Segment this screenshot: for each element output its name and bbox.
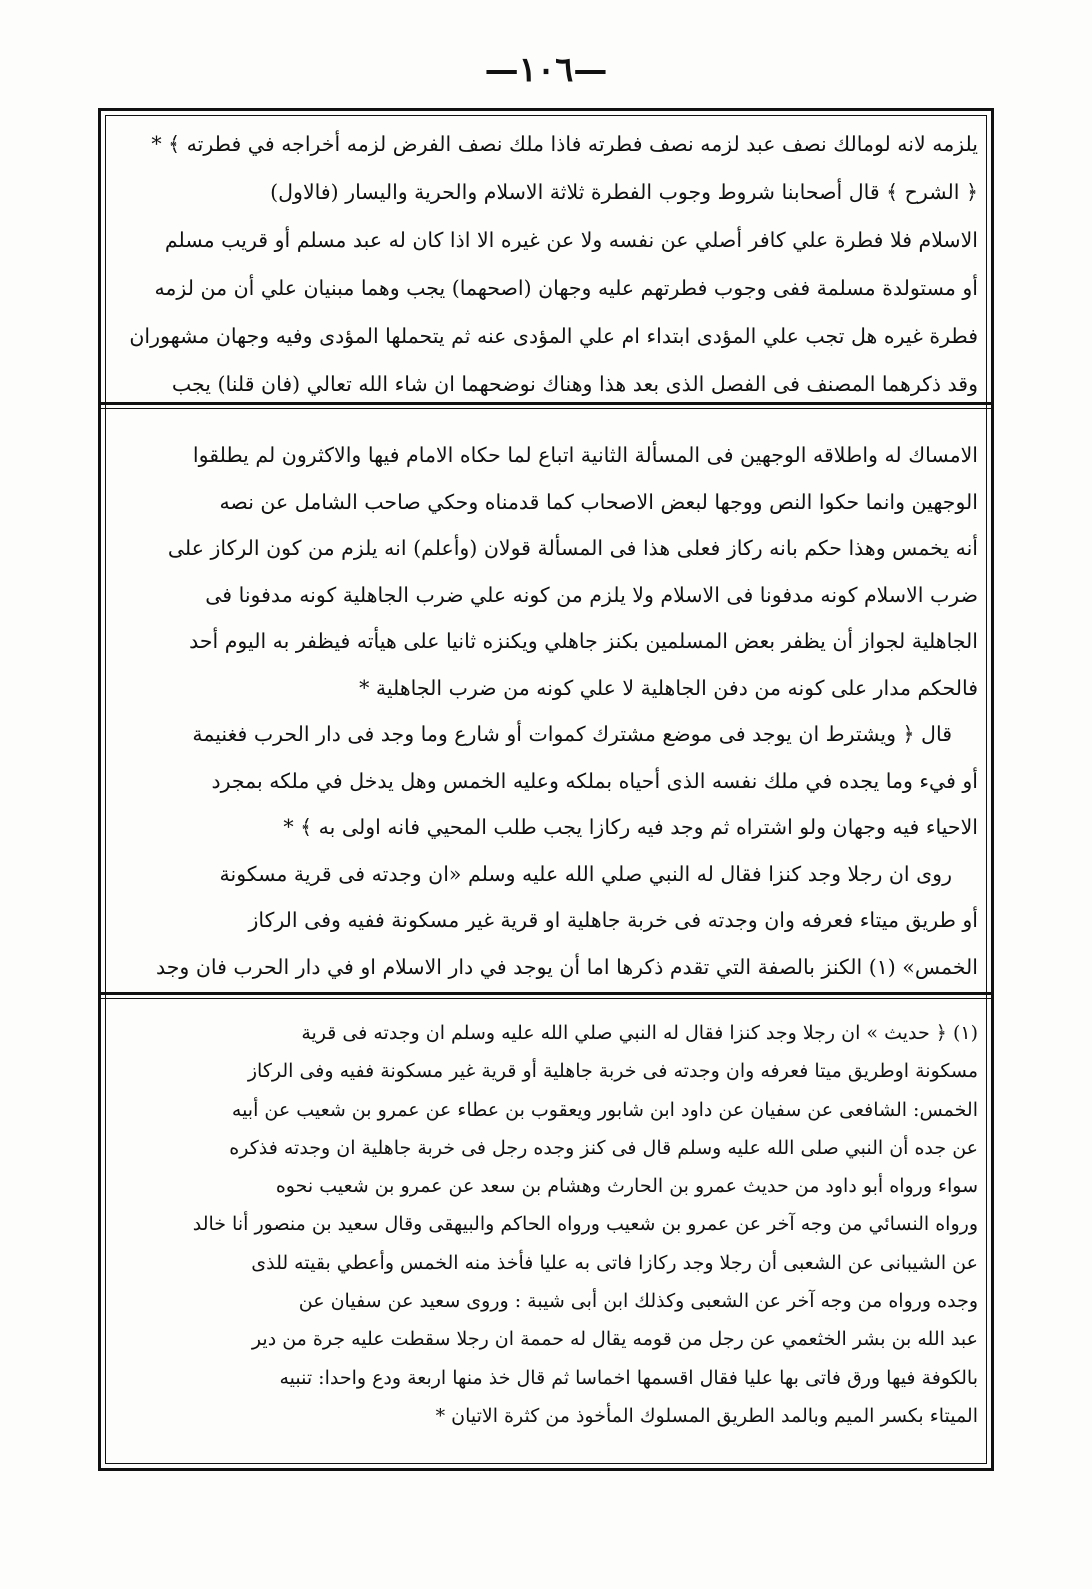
footnote-line: عن الشيبانى عن الشعبى أن رجلا وجد ركازا فاتى به عليا فأخذ منه الخمس وأعطي بقيته للذى <box>251 1251 978 1274</box>
text-line: أو فيء وما يجده في ملك نفسه الذى أحياه بملكه وعليه الخمس وهل يدخل في ملكه بمجرد <box>211 768 978 793</box>
footnote-line: ورواه النسائي من وجه آخر عن عمرو بن شعيب ورواه الحاكم والبيهقى وقال سعيد بن منصور أنا خالد <box>192 1213 978 1236</box>
footnote-line: الميتاء بكسر الميم وبالمد الطريق المسلوك المأخوذ من كثرة الاتيان * <box>435 1404 978 1427</box>
footnote-line: سواء ورواه أبو داود من حديث عمرو بن الحارث وهشام بن سعد عن عمرو بن شعيب نحوه <box>275 1175 978 1198</box>
text-line: وقد ذكرهما المصنف فى الفصل الذى بعد هذا وهناك نوضحهما ان شاء الله تعالي (فان قلنا) يجب <box>171 372 978 396</box>
text-line: قال ﴿ ويشترط ان يوجد فى موضع مشترك كموات أو شارع وما وجد فى دار الحرب فغنيمة <box>192 722 952 746</box>
footnote-line: عبد الله بن بشر الخثعمي عن رجل من قومه يقال له حممة ان رجلا سقطت عليه جرة من دير <box>251 1328 978 1351</box>
text-line: ﴿ الشرح ﴾ قال أصحابنا شروط وجوب الفطرة ثلاثة الاسلام والحرية واليسار (فالاول) <box>270 180 978 204</box>
footnote-line: عن جده أن النبي صلى الله عليه وسلم قال فى كنز وجده رجل فى خربة جاهلية ان وجدته فذكره <box>229 1136 978 1159</box>
text-line: الاسلام فلا فطرة علي كافر أصلي عن نفسه ولا عن غيره الا اذا كان له عبد مسلم أو قريب مسلم <box>164 228 978 252</box>
text-line: الاحياء فيه وجهان ولو اشتراه ثم وجد فيه ركازا يجب طلب المحيي فانه اولى به ﴾ * <box>283 815 978 839</box>
footnote-line: بالكوفة فيها ورق فاتى بها عليا فقال اقسمها اخماسا ثم قال خذ منها اربعة ودع واحدا: تنبيه <box>279 1366 978 1389</box>
middle-text-section <box>112 432 978 990</box>
text-line: الوجهين وانما حكوا النص ووجها لبعض الاصحاب كما قدمناه وحكي صاحب الشامل عن نصه <box>219 489 978 514</box>
text-line: الامساك له واطلاقه الوجهين فى المسألة الثانية اتباع لما حكاه الامام فيها والاكثرون لم يطلقوا <box>192 443 978 467</box>
footnote-line: (١) ﴿ حديث » ان رجلا وجد كنزا فقال له النبي صلي الله عليه وسلم ان وجدته فى قرية <box>301 1022 978 1044</box>
text-line: فالحكم مدار على كونه من دفن الجاهلية لا علي كونه من ضرب الجاهلية * <box>359 675 978 700</box>
text-line: فطرة غيره هل تجب علي المؤدى ابتداء ام علي المؤدى عنه ثم يتحملها المؤدى وفيه وجهان مشهوران <box>129 324 978 348</box>
text-line: روى ان رجلا وجد كنزا فقال له النبي صلي الله عليه وسلم «ان وجدته فى قرية مسكونة <box>219 861 952 886</box>
text-line: الجاهلية لجواز أن يظفر بعض المسلمين بكنز جاهلي ويكنزه ثانيا على هيأته فيظفر به اليوم أحد <box>189 629 978 653</box>
section-divider <box>100 402 992 409</box>
text-line: أو مستولدة مسلمة ففى وجوب فطرتهم عليه وجهان (اصحهما) يجب وهما مبنيان علي أن من لزمه <box>154 276 978 300</box>
text-line: ضرب الاسلام كونه مدفونا فى الاسلام ولا يلزم من كونه علي ضرب الجاهلية كونه مدفونا فى <box>205 582 978 607</box>
page-number: —١٠٦— <box>484 50 608 90</box>
text-line: أنه يخمس وهذا حكم بانه ركاز فعلى هذا فى المسألة قولان (وأعلم) انه يلزم من كون الركاز على <box>167 536 978 560</box>
section-divider <box>100 992 992 999</box>
footnote-line: مسكونة اوطريق ميتا فعرفه وان وجدته فى خربة جاهلية أو قرية غير مسكونة ففيه وفى الركاز <box>247 1060 978 1083</box>
footnote-line: الخمس: الشافعى عن سفيان عن داود ابن شابور ويعقوب بن عطاء عن عمرو بن شعيب عن أبيه <box>231 1098 978 1121</box>
text-line: الخمس» (١) الكنز بالصفة التي تقدم ذكرها اما أن يوجد في دار الاسلام او في دار الحرب فان وجد <box>155 954 978 979</box>
footnotes-section <box>112 1014 978 1435</box>
text-line: يلزمه لانه لومالك نصف عبد لزمه نصف فطرته فاذا ملك نصف الفرض لزمه أخراجه في فطرته ﴾ * <box>151 132 978 156</box>
text-line: أو طريق ميتاء فعرفه وان وجدته فى خربة جاهلية او قرية غير مسكونة ففيه وفى الركاز <box>248 908 978 932</box>
top-text-section <box>112 120 978 408</box>
footnote-line: وجده ورواه من وجه آخر عن الشعبى وكذلك ابن أبى شيبة : وروى سعيد عن سفيان عن <box>298 1290 978 1313</box>
